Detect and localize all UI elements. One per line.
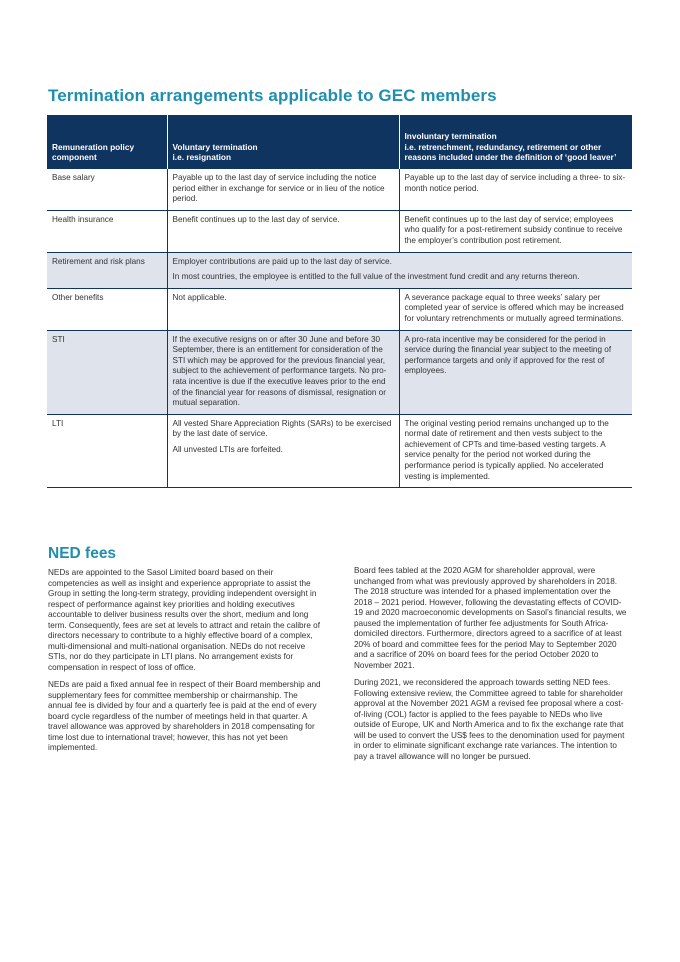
ned-paragraph: NEDs are appointed to the Sasol Limited board based on their competencies as well as insight and experience appropriate to assist the Group in setting the long-term strategy, providing independent oversight in respect of performance against key priorities and holding executives accountable to deliver business results over the short, medium and long term. Consequently, fees are set at levels to attract and retain the calibre of directors necessary to contribute to a highly effective board of a complex, multi-dimensional and multi-national organisation. NEDs do not receive STIs, nor do they participate in LTI plans. No arrangement exists for compensation in respect of loss of office. [48, 568, 320, 672]
table-row-other-benefits [47, 288, 632, 330]
cell-involuntary: Benefit continues up to the last day of service; employees who qualify for a post-retirement subsidy continue to receive the employer’s contribution post retirement. [399, 210, 632, 252]
cell-text: All unvested LTIs are forfeited. [172, 444, 283, 454]
cell-involuntary: Payable up to the last day of service including a three- to six-month notice period. [399, 169, 632, 211]
header-involuntary [399, 115, 632, 169]
cell-component: Retirement and risk plans [47, 252, 167, 288]
cell-component: Base salary [47, 169, 167, 211]
ned-paragraph: Board fees tabled at the 2020 AGM for shareholder approval, were unchanged from what was previously approved by shareholders in 2018. The 2018 structure was intended for a phased implementation over the 2018 – 2021 period. However, following the devastating effects of COVID-19 and 2020 macroeconomic developments on Sasol’s financial results, we paused the implementation of further fee adjustments for South Africa-domiciled directors. Furthermore, directors agreed to a sacrifice of at least 20% of board and committee fees for the period May to September 2020 and a sacrifice of 20% on board fees for the period October 2020 to November 2021. [354, 566, 627, 670]
cell-component: STI [47, 330, 167, 414]
table-row-sti [47, 330, 632, 414]
cell-component: Health insurance [47, 210, 167, 252]
ned-paragraph: NEDs are paid a fixed annual fee in respect of their Board membership and supplementary fees for committee membership or chairmanship. The annual fee is divided by four and a quarterly fee is paid at the end of every board cycle regardless of the number of meetings held in that quarter. A travel allowance was approved by shareholders in 2018 compensating for time lost due to international travel; however, this has not yet been implemented. [48, 680, 321, 752]
cell-involuntary: The original vesting period remains unchanged up to the normal date of retirement and then vests subject to the achievement of CPTs and time-based vesting targets. A service penalty for the period not worked during the performance period is typically applied. No accelerated vesting is implemented. [399, 414, 632, 488]
cell-text: All vested Share Appreciation Rights (SARs) to be exercised by the last date of service. [172, 418, 392, 439]
header-involuntary-title: Involuntary termination [404, 131, 497, 142]
table-header-row [47, 115, 632, 169]
cell-involuntary: A pro-rata incentive may be considered for the period in service during the financial year subject to the meeting of performance targets and only if approved for the rest of employees. [399, 330, 632, 414]
header-voluntary-title: Voluntary termination [172, 141, 258, 152]
cell-voluntary: Benefit continues up to the last day of service. [167, 210, 399, 252]
header-voluntary [167, 115, 399, 169]
header-involuntary-subtitle: i.e. retrenchment, redundancy, retirement or other reasons included under the definition of ‘good leaver’ [404, 141, 617, 163]
termination-title: Termination arrangements applicable to GEC members [48, 86, 497, 105]
cell-component: LTI [47, 414, 167, 488]
table-row-retirement [47, 252, 632, 288]
ned-fees-title: NED fees [48, 545, 117, 562]
ned-paragraph: During 2021, we reconsidered the approach towards setting NED fees. Following extensive review, the Committee agreed to table for shareholder approval at the November 2021 AGM a revised fee proposal where a cost-of-living (COL) factor is applied to the fees payable to NEDs who live outside of Europe, UK and North America and to fix the exchange rate that will be used to convert the US$ fees to the denomination used for payment in order to eliminate significant exchange rate variances. The intention to pay a travel allowance will no longer be pursued. [354, 678, 625, 761]
termination-table [47, 115, 632, 488]
table-row-lti [47, 414, 632, 488]
ned-left-column [48, 568, 324, 761]
table-row-base-salary [47, 169, 632, 211]
cell-text: Employer contributions are paid up to the last day of service. [172, 256, 392, 266]
table-row-health-insurance [47, 210, 632, 252]
cell-component: Other benefits [47, 288, 167, 330]
cell-voluntary: If the executive resigns on or after 30 June and before 30 September, there is an entitlement for consideration of the STI which may be approved for the previous financial year, subject to the achievement of performance targets. No pro-rata incentive is due if the executive leaves prior to the end of the financial year for reasons of dismissal, resignation or mutual separation. [167, 330, 399, 414]
cell-both [167, 252, 632, 288]
cell-text: In most countries, the employee is entitled to the full value of the investment fund credit and any returns thereon. [172, 272, 580, 282]
cell-voluntary: Not applicable. [167, 288, 399, 330]
header-voluntary-subtitle: i.e. resignation [172, 152, 232, 163]
cell-involuntary: A severance package equal to three weeks’ salary per completed year of service is offered which may be increased for voluntary retrenchments or mutually agreed terminations. [399, 288, 632, 330]
ned-right-column [354, 566, 630, 769]
cell-voluntary [167, 414, 399, 488]
cell-voluntary: Payable up to the last day of service including the notice period either in exchange for service or in lieu of the notice period. [167, 169, 399, 211]
header-component: Remuneration policy component [47, 115, 167, 169]
